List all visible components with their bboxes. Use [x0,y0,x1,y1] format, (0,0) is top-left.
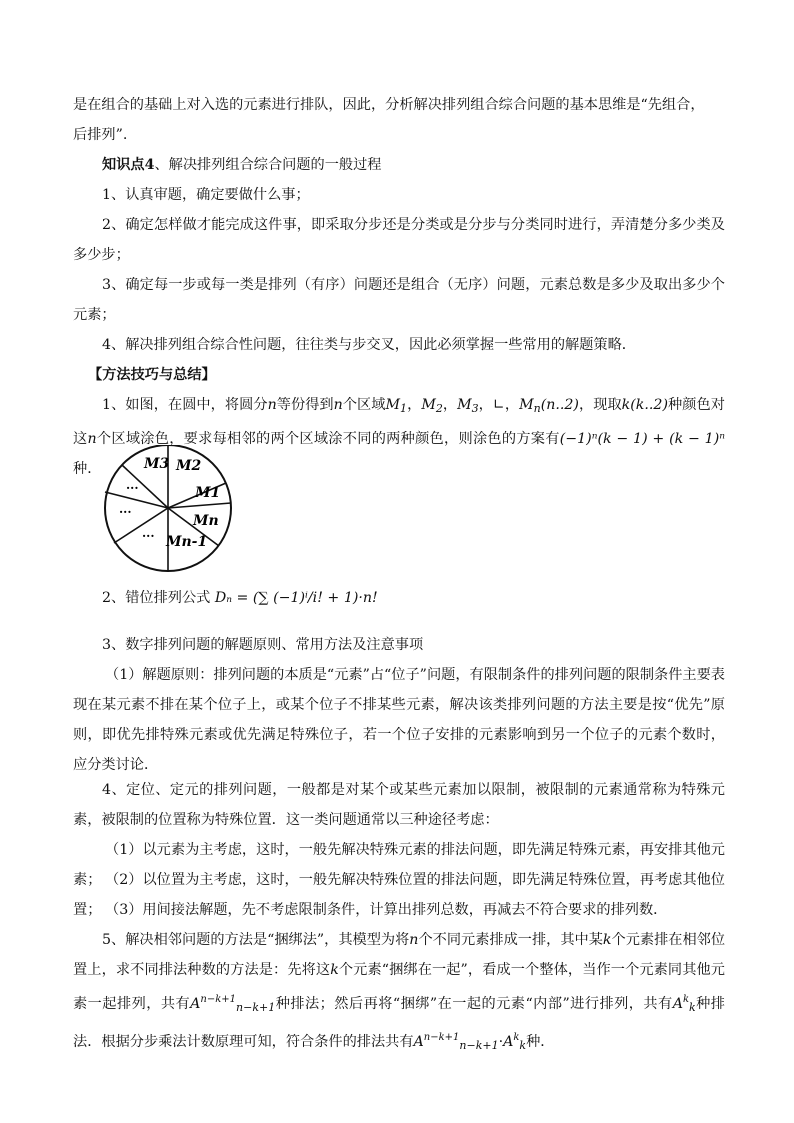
region-label-m1: M1 [195,485,221,501]
methods-heading: 【方法技巧与总结】 [88,367,216,383]
method-item-4-case-3: （3）用间接法解题，先不考虑限制条件，计算出排列总数，再减去不符合要求的排列数． [105,902,668,918]
method-item-3-title: 3、数字排列问题的解题原则、常用方法及注意事项 [102,637,424,653]
intro-line-1: 是在组合的基础上对入选的元素进行排队，因此，分析解决排列组合综合问题的基本思维是“先组合， [73,97,705,113]
method-item-4-case-1: （1）以元素为主考虑，这时，一般先解决特殊元素的排法问题，即先满足特殊元素，再安排其他元素； [73,842,725,888]
region-dots-3: ... [142,526,155,540]
kp4-step-3: 3、确定每一步或每一类是排列（有序）问题还是组合（无序）问题，元素总数是多少及取出多少个元素； [73,277,725,323]
intro-line-2: 后排列”. [73,127,128,143]
region-label-m2: M2 [176,458,202,474]
method-item-4-case-2: （2）以位置为主考虑，这时，一般先解决特殊位置的排法问题，即先满足特殊位置，再考虑其他位置； [73,872,725,918]
region-dots-1: ... [126,478,139,492]
region-dots-2: ... [119,502,132,516]
kp4-step-4: 4、解决排列组合综合性问题，往往类与步交叉，因此必须掌握一些常用的解题策略． [102,337,636,353]
region-label-mn-1: Mn-1 [166,534,208,550]
region-label-mn: Mn [193,513,219,529]
region-label-m3: M3 [144,456,170,472]
kp4-step-1: 1、认真审题，确定要做什么事； [102,187,310,203]
method-item-5: 5、解决相邻问题的方法是“捆绑法”，其模型为将n个不同元素排成一排，其中某k个元素排在相邻位置上，求不同排法种数的方法是：先将这k个元素“捆绑在一起”，看成一个整体，当作一个元素同其他元素一起排列，共有$A^{n-k+1}_{n-k+1}$种排法；然后再将“捆绑”在一起的元素“内部”进行排列，共有$A^k_k$种排法．根据分步乘法计数原理可知，符合条件的排法共有$A^{n-k+1}_{n-k+1}\cdot A^k_k$种． [73,932,726,1052]
method-item-1: 1、如图，在圆中，将圆分n等份得到n个区域$M_1$，$M_2$，$M_3$，∟，$M_n(n..2)$，现取k(k..2)种颜色对这n个区域涂色，要求每相邻的两个区域涂不同的两种颜色，则涂色的方案有(−1)ⁿ(k − 1) + (k − 1)ⁿ种． [73,397,725,477]
method-item-4-title: 4、定位、定元的排列问题，一般都是对某个或某些元素加以限制，被限制的元素通常称为特殊元素，被限制的位置称为特殊位置．这一类问题通常以三种途径考虑： [73,782,725,828]
kp4-step-2: 2、确定怎样做才能完成这件事，即采取分步还是分类或是分步与分类同时进行，弄清楚分多少类及多少步； [73,217,725,263]
method-item-2: 2、错位排列公式 Dₙ = (∑ (−1)ⁱ/i! + 1)·n! [102,590,378,606]
circle-regions-figure [100,445,240,575]
knowledge-point-4-title: 知识点4、解决排列组合综合问题的一般过程 [102,157,382,173]
method-item-3-principle: （1）解题原则：排列问题的本质是“元素”占“位子”问题，有限制条件的排列问题的限制条件主要表现在某元素不排在某个位子上，或某个位子不排某些元素，解决该类排列问题的方法主要是按“优先”原则，即优先排特殊元素或优先满足特殊位子，若一个位子安排的元素影响到另一个位子的元素个数时，应分类讨论． [73,667,725,773]
